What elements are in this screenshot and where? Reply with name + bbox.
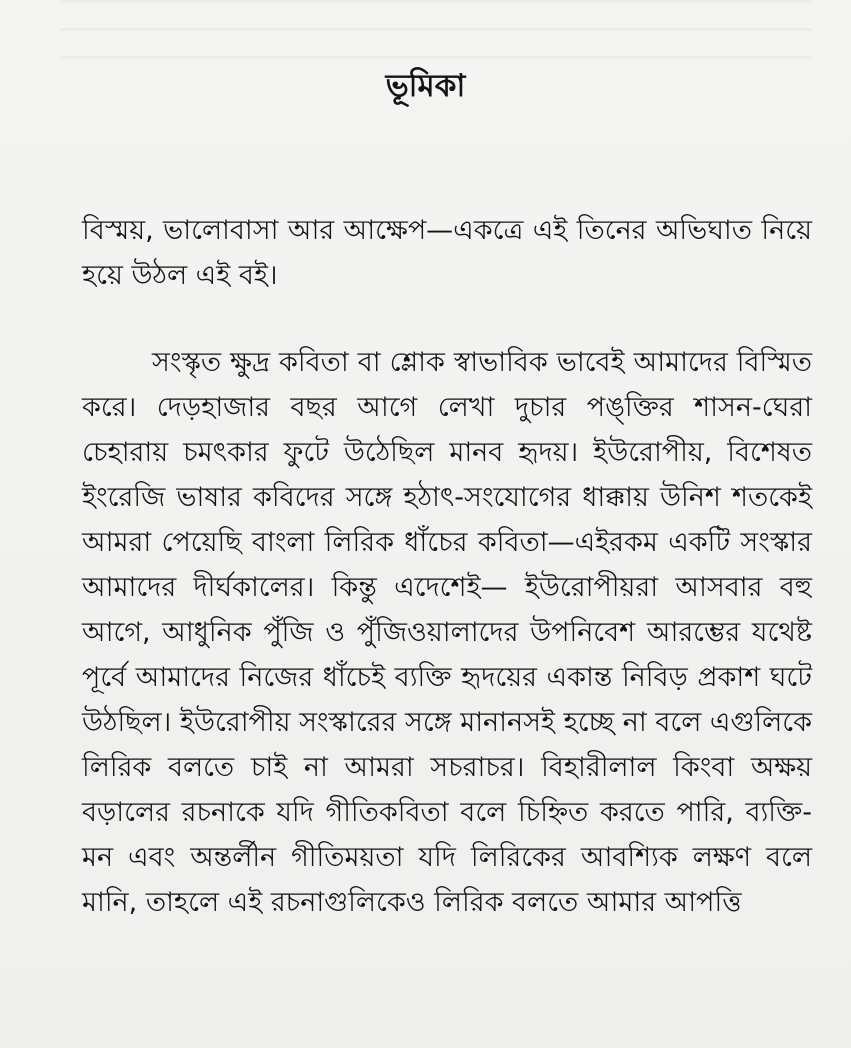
- show-through-text: [60, 0, 811, 60]
- paragraph-opening: বিস্ময়, ভালোবাসা আর আক্ষেপ—একত্রে এই তিনের অভিঘাত নিয়ে হয়ে উঠল এই বই।: [82, 215, 812, 291]
- paragraph-body: সংস্কৃত ক্ষুদ্র কবিতা বা শ্লোক স্বাভাবিক ভাবেই আমাদের বিস্মিত করে। দেড়হাজার বছর আগে লেখা দুচার পঙ্‌ক্তির শাসন-ঘেরা চেহারায় চমৎকার ফুটে উঠেছিল মানব হৃদয়। ইউরোপীয়, বিশেষত ইংরেজি ভাষার কবিদের সঙ্গে হঠাৎ-সংযোগের ধাক্কায় উনিশ শতকেই আমরা পেয়েছি বাংলা লিরিক ধাঁচের কবিতা—এইরকম একটি সংস্কার আমাদের দীর্ঘকালের। কিন্তু এদেশেই— ইউরোপীয়রা আসবার বহু আগে, আধুনিক পুঁজি ও পুঁজিওয়ালাদের উপনিবেশ আরম্ভের যথেষ্ট পূর্বে আমাদের নিজের ধাঁচেই ব্যক্তি হৃদয়ের একান্ত নিবিড় প্রকাশ ঘটে উঠছিল। ইউরোপীয় সংস্কারের সঙ্গে মানানসই হচ্ছে না বলে এগুলিকে লিরিক বলতে চাই না আমরা সচরাচর। বিহারীলাল কিংবা অক্ষয় বড়ালের রচনাকে যদি গীতিকবিতা বলে চিহ্নিত করতে পারি, ব্যক্তি-মন এবং অন্তর্লীন গীতিময়তা যদি লিরিকের আবশ্যিক লক্ষণ বলে মানি, তাহলে এই রচনাগুলিকেও লিরিক বলতে আমার আপত্তি: [82, 347, 812, 918]
- page-title: ভূমিকা: [385, 68, 466, 104]
